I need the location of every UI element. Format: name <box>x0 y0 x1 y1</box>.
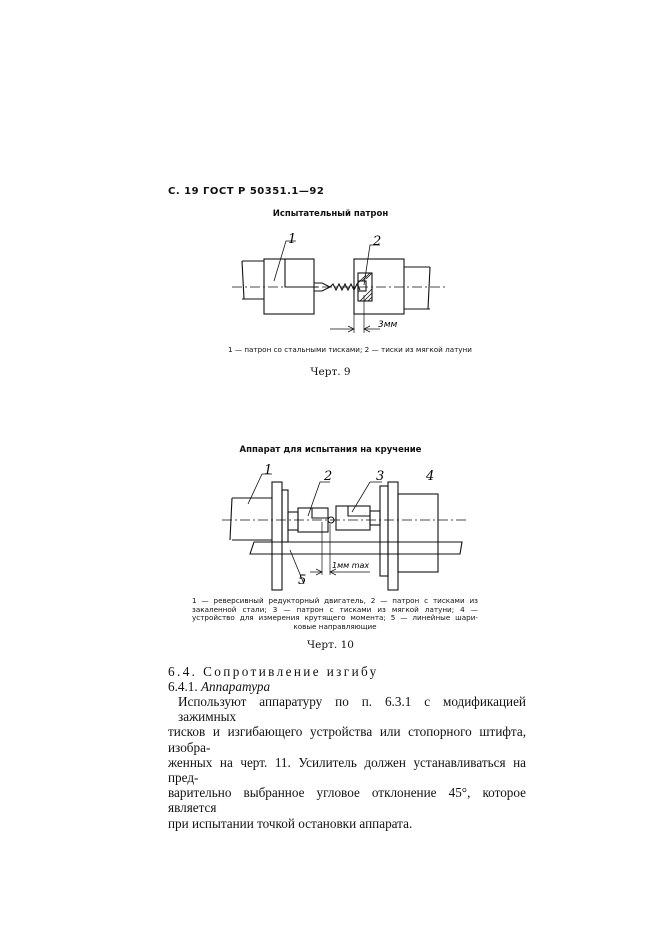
figure-9-label-1: 1 <box>288 232 297 247</box>
paragraph-line: при испытании точкой остановки аппарата. <box>168 815 413 831</box>
figure-9-caption: 1 — патрон со стальными тисками; 2 — тиски из мягкой латуни <box>228 345 472 354</box>
paragraph-line: женных на черт. 11. Усилитель должен устанавливаться на пред- <box>168 754 526 786</box>
section-title: 6.4. Сопротивление изгибу <box>168 664 379 679</box>
figure-10-diagram <box>220 460 470 595</box>
figure-10-caption <box>192 597 478 631</box>
figure-10-caption-line: 1 — реверсивный редукторный двигатель, 2 — патрон с тисками из <box>192 596 478 605</box>
figure-10-caption-line: устройство для измерения крутящего момента; 5 — линейные шари- <box>192 613 478 623</box>
figure-10-label-3: 3 <box>376 469 385 484</box>
section-paragraph <box>168 694 526 831</box>
figure-9-label-2: 2 <box>373 234 382 249</box>
figure-9-number: Черт. 9 <box>310 366 351 378</box>
subsection-heading <box>168 679 526 694</box>
figure-9-title: Испытательный патрон <box>272 209 389 219</box>
figure-10-label-5: 5 <box>298 573 307 588</box>
subsection-title: Аппаратура <box>200 679 271 694</box>
figure-10-caption-line: закаленной стали; 3 — патрон с тисками из мягкой латуни; 4 — <box>192 604 478 614</box>
figure-10-number: Черт. 10 <box>307 639 354 651</box>
figure-10-dimension: 1мм max <box>332 561 370 570</box>
figure-9-diagram <box>230 225 450 345</box>
paragraph-line: Используют аппаратуру по п. 6.3.1 с модификацией зажимных <box>178 694 526 725</box>
page-header: С. 19 ГОСТ Р 50351.1—92 <box>168 186 325 197</box>
paragraph-line: варительно выбранное угловое отклонение 45°, которое является <box>168 785 526 816</box>
figure-10-caption-line: ковые направляющие <box>293 621 377 631</box>
figure-10-label-1: 1 <box>264 463 273 478</box>
subsection-number: 6.4.1. <box>168 679 198 694</box>
figure-10-label-2: 2 <box>324 469 333 484</box>
figure-9-dimension: 3мм <box>378 320 398 330</box>
paragraph-line: тисков и изгибающего устройства или стопорного штифта, изобра- <box>168 724 526 755</box>
figure-10-title: Аппарат для испытания на кручение <box>239 445 422 455</box>
figure-10-label-4: 4 <box>426 469 435 484</box>
